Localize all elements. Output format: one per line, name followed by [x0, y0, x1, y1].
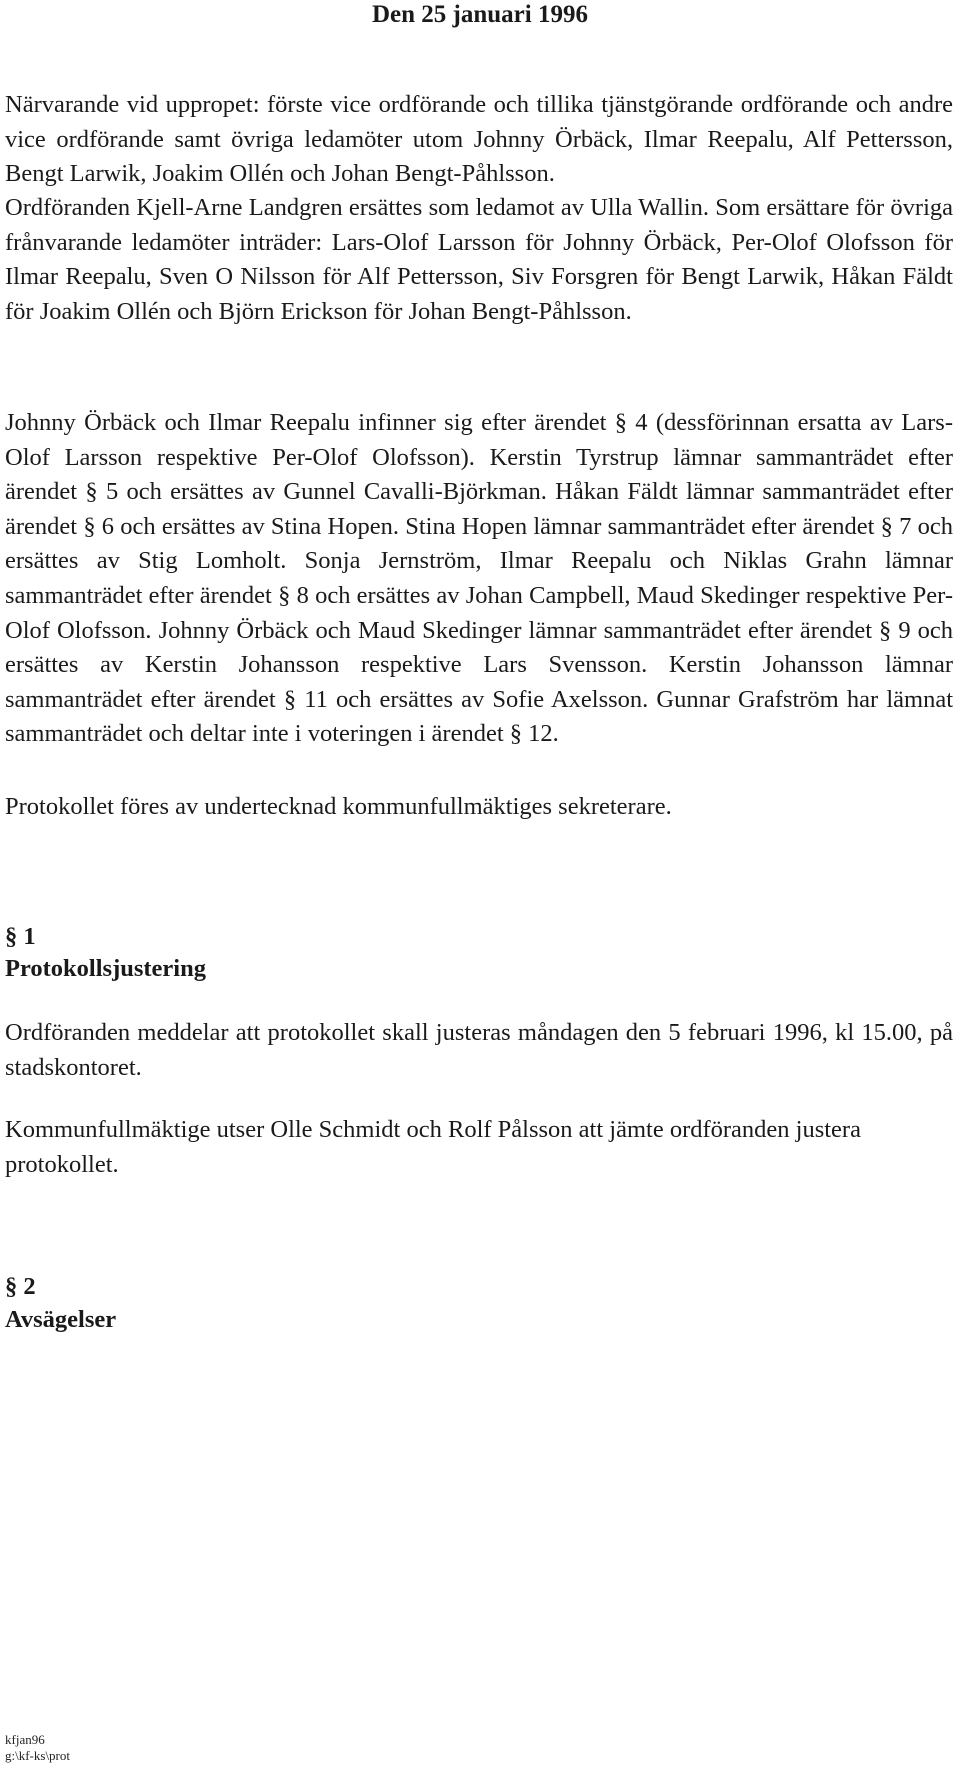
secretary-paragraph: Protokollet föres av undertecknad kommunfullmäktiges sekreterare.	[5, 793, 672, 820]
section-heading: Protokollsjustering	[5, 955, 206, 982]
section-number: § 1	[5, 923, 36, 950]
section-number: § 2	[5, 1273, 36, 1300]
attendance-paragraph: Närvarande vid uppropet: förste vice ordförande och tillika tjänstgörande ordförande och andre vice ordförande samt övriga ledamöter utom Johnny Örbäck, Ilmar Reepalu, Alf Pettersson, Bengt Larwik, Joakim Ollén och Johan Bengt-Påhlsson.	[5, 91, 953, 188]
replacements-paragraph: Ordföranden Kjell-Arne Landgren ersättes som ledamot av Ulla Wallin. Som ersättare för övriga frånvarande ledamöter inträder: Lars-Olof Larsson för Johnny Örbäck, Per-Olof Olofsson för Ilmar Reepalu, Sven O Nilsson för Alf Pettersson, Siv Forsgren för Bengt Larwik, Håkan Fäldt för Joakim Ollén och Björn Erickson för Johan Bengt-Påhlsson.	[5, 194, 953, 325]
footer-filename: kfjan96	[5, 1732, 45, 1747]
attendance-changes-paragraph: Johnny Örbäck och Ilmar Reepalu infinner sig efter ärendet § 4 (dessförinnan ersatta av Lars-Olof Larsson respektive Per-Olof Olofsson). Kerstin Tyrstrup lämnar sammanträdet efter ärendet § 5 och ersättes av Gunnel Cavalli-Björkman. Håkan Fäldt lämnar sammanträdet efter ärendet § 6 och ersättes av Stina Hopen. Stina Hopen lämnar sammanträdet efter ärendet § 7 och ersättes av Stig Lomholt. Sonja Jernström, Ilmar Reepalu och Niklas Grahn lämnar sammanträdet efter ärendet § 8 och ersättes av Johan Campbell, Maud Skedinger respektive Per-Olof Olofsson. Johnny Örbäck och Maud Skedinger lämnar sammanträdet efter ärendet § 9 och ersättes av Kerstin Johansson respektive Lars Svensson. Kerstin Johansson lämnar sammanträdet efter ärendet § 11 och ersättes av Sofie Axelsson. Gunnar Grafström har lämnat sammanträdet och deltar inte i voteringen i ärendet § 12.	[5, 409, 953, 748]
footer-path: g:\kf-ks\prot	[5, 1748, 70, 1763]
section-paragraph: Kommunfullmäktige utser Olle Schmidt och Rolf Pålsson att jämte ordföranden justera protokollet.	[5, 1116, 861, 1178]
section-paragraph: Ordföranden meddelar att protokollet skall justeras måndagen den 5 februari 1996, kl 15.00, på stadskontoret.	[5, 1019, 953, 1081]
document-title: Den 25 januari 1996	[372, 1, 588, 28]
section-heading: Avsägelser	[5, 1306, 117, 1333]
